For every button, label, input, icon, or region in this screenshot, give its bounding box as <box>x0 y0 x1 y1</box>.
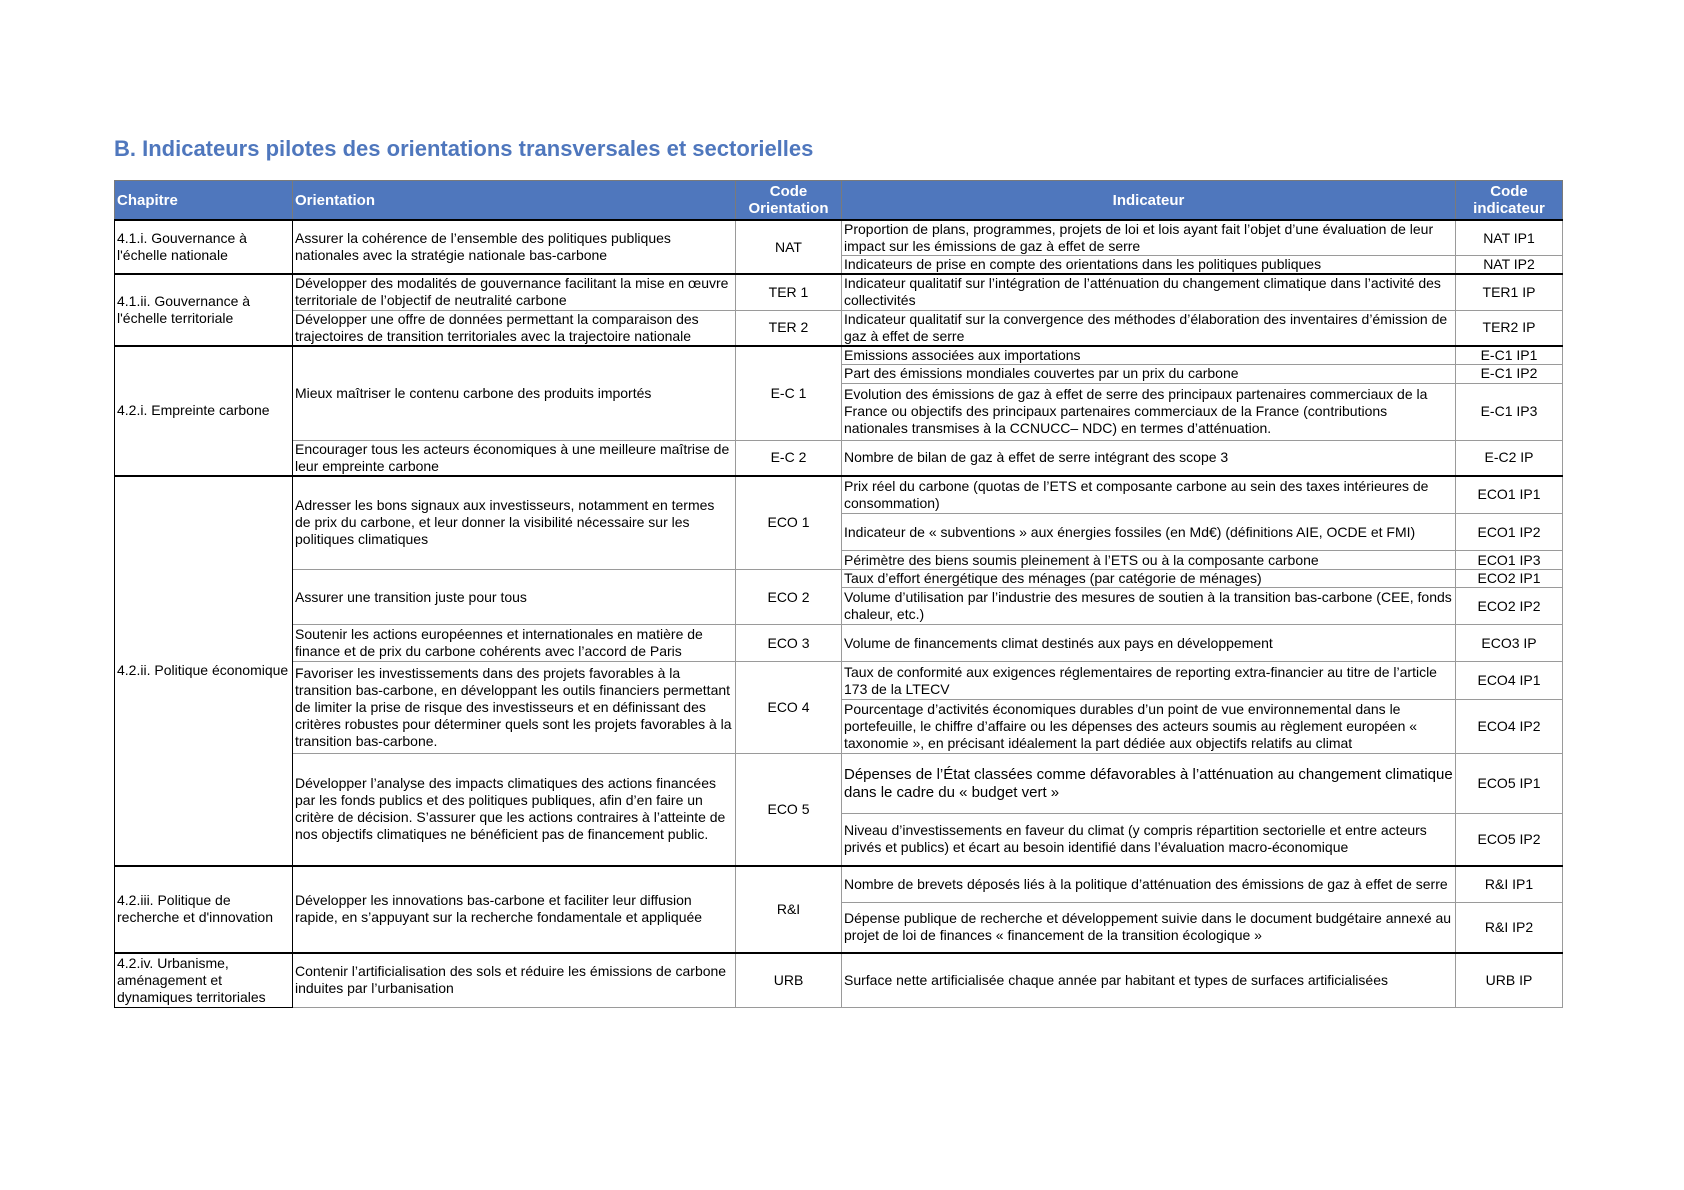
indicator-code-cell: R&I IP1 <box>1456 866 1563 903</box>
indicator-cell: Dépenses de l’État classées comme défavorables à l’atténuation au changement climatique dans le cadre du « budget vert » <box>842 754 1456 814</box>
indicator-code-cell: TER1 IP <box>1456 274 1563 310</box>
table-row <box>115 274 1563 310</box>
orientation-code-cell: E-C 1 <box>736 346 842 441</box>
orientation-code-cell: TER 1 <box>736 274 842 310</box>
table-row <box>115 310 1563 346</box>
header-code-orientation: Code Orientation <box>736 181 842 221</box>
chapter-cell: 4.1.i. Gouvernance à l'échelle nationale <box>115 220 293 274</box>
orientation-code-cell: ECO 2 <box>736 570 842 625</box>
table-row <box>115 953 1563 1008</box>
indicator-cell: Indicateur de « subventions » aux énergies fossiles (en Md€) (définitions AIE, OCDE et FMI) <box>842 514 1456 551</box>
orientation-code-cell: E-C 2 <box>736 440 842 476</box>
indicator-cell: Niveau d’investissements en faveur du climat (y compris répartition sectorielle et entre acteurs privés et publics) et écart au besoin identifié dans l’évaluation macro-économique <box>842 814 1456 866</box>
indicator-code-cell: TER2 IP <box>1456 310 1563 346</box>
orientation-cell: Développer des modalités de gouvernance facilitant la mise en œuvre territoriale de l’objectif de neutralité carbone <box>293 274 736 310</box>
header-code-indicateur: Code indicateur <box>1456 181 1563 221</box>
orientation-code-cell: ECO 4 <box>736 662 842 754</box>
page-title: B. Indicateurs pilotes des orientations transversales et sectorielles <box>114 136 814 161</box>
table-row <box>115 440 1563 476</box>
table-row <box>115 570 1563 588</box>
orientation-code-cell: ECO 3 <box>736 625 842 662</box>
indicator-code-cell: ECO3 IP <box>1456 625 1563 662</box>
indicator-cell: Emissions associées aux importations <box>842 346 1456 365</box>
orientation-code-cell: ECO 1 <box>736 476 842 570</box>
orientation-cell: Développer les innovations bas-carbone et faciliter leur diffusion rapide, en s’appuyant sur la recherche fondamentale et appliquée <box>293 866 736 953</box>
orientation-cell: Mieux maîtriser le contenu carbone des produits importés <box>293 346 736 441</box>
orientation-code-cell: URB <box>736 953 842 1008</box>
indicator-code-cell: R&I IP2 <box>1456 903 1563 953</box>
indicator-cell: Taux d’effort énergétique des ménages (par catégorie de ménages) <box>842 570 1456 588</box>
table-row <box>115 625 1563 662</box>
indicator-cell: Dépense publique de recherche et développement suivie dans le document budgétaire annexé au projet de loi de finances « financement de la transition écologique » <box>842 903 1456 953</box>
orientation-cell: Développer une offre de données permettant la comparaison des trajectoires de transition territoriales avec la trajectoire nationale <box>293 310 736 346</box>
indicator-code-cell: ECO5 IP1 <box>1456 754 1563 814</box>
orientation-cell: Encourager tous les acteurs économiques à une meilleure maîtrise de leur empreinte carbone <box>293 440 736 476</box>
indicator-code-cell: ECO4 IP2 <box>1456 700 1563 754</box>
orientation-cell: Assurer la cohérence de l’ensemble des politiques publiques nationales avec la stratégie nationale bas-carbone <box>293 220 736 274</box>
chapter-cell: 4.1.ii. Gouvernance à l'échelle territoriale <box>115 274 293 346</box>
chapter-cell: 4.2.ii. Politique économique <box>115 476 293 866</box>
orientation-cell: Favoriser les investissements dans des projets favorables à la transition bas-carbone, en développant les outils financiers permettant de limiter la prise de risque des investisseurs et en définissant des critères robustes pour déterminer quels sont les projets favorables à la transition bas-carbone. <box>293 662 736 754</box>
indicator-code-cell: ECO1 IP2 <box>1456 514 1563 551</box>
chapter-cell: 4.2.iv. Urbanisme, aménagement et dynamiques territoriales <box>115 953 293 1008</box>
indicator-cell: Prix réel du carbone (quotas de l’ETS et composante carbone au sein des taxes intérieures de consommation) <box>842 476 1456 514</box>
orientation-code-cell: NAT <box>736 220 842 274</box>
indicator-cell: Volume d’utilisation par l’industrie des mesures de soutien à la transition bas-carbone (CEE, fonds chaleur, etc.) <box>842 588 1456 625</box>
orientation-code-cell: TER 2 <box>736 310 842 346</box>
orientation-cell: Contenir l’artificialisation des sols et réduire les émissions de carbone induites par l’urbanisation <box>293 953 736 1008</box>
indicator-code-cell: NAT IP1 <box>1456 220 1563 256</box>
orientation-code-cell: R&I <box>736 866 842 953</box>
table-row <box>115 866 1563 903</box>
indicator-cell: Indicateur qualitatif sur l’intégration de l’atténuation du changement climatique dans l’activité des collectivités <box>842 274 1456 310</box>
table-row <box>115 754 1563 814</box>
indicator-cell: Evolution des émissions de gaz à effet de serre des principaux partenaires commerciaux de la France ou objectifs des principaux partenaires commerciaux de la France (contributions nationales transmises à la CCNUCC– NDC) en termes d’atténuation. <box>842 383 1456 440</box>
indicator-cell: Proportion de plans, programmes, projets de loi et lois ayant fait l’objet d’une évaluation de leur impact sur les émissions de gaz à effet de serre <box>842 220 1456 256</box>
indicator-cell: Taux de conformité aux exigences réglementaires de reporting extra-financier au titre de l’article 173 de la LTECV <box>842 662 1456 700</box>
indicator-code-cell: ECO2 IP2 <box>1456 588 1563 625</box>
indicator-cell: Part des émissions mondiales couvertes par un prix du carbone <box>842 364 1456 383</box>
chapter-cell: 4.2.iii. Politique de recherche et d'innovation <box>115 866 293 953</box>
table-row <box>115 662 1563 700</box>
table-header-row <box>115 181 1563 221</box>
indicator-cell: Nombre de bilan de gaz à effet de serre intégrant des scope 3 <box>842 440 1456 476</box>
indicator-cell: Indicateurs de prise en compte des orientations dans les politiques publiques <box>842 256 1456 275</box>
indicator-cell: Nombre de brevets déposés liés à la politique d’atténuation des émissions de gaz à effet de serre <box>842 866 1456 903</box>
indicator-code-cell: ECO1 IP1 <box>1456 476 1563 514</box>
indicator-code-cell: ECO1 IP3 <box>1456 551 1563 570</box>
chapter-cell: 4.2.i. Empreinte carbone <box>115 346 293 476</box>
indicator-code-cell: ECO2 IP1 <box>1456 570 1563 588</box>
indicator-code-cell: URB IP <box>1456 953 1563 1008</box>
indicator-code-cell: E-C1 IP1 <box>1456 346 1563 365</box>
table-row <box>115 220 1563 256</box>
indicator-code-cell: ECO5 IP2 <box>1456 814 1563 866</box>
indicator-code-cell: E-C2 IP <box>1456 440 1563 476</box>
indicator-code-cell: NAT IP2 <box>1456 256 1563 275</box>
orientation-cell: Développer l’analyse des impacts climatiques des actions financées par les fonds publics et des politiques publiques, afin d’en faire un critère de décision. S’assurer que les actions contraires à l’atteinte de nos objectifs climatiques ne bénéficient pas de financement public. <box>293 754 736 866</box>
header-chapitre: Chapitre <box>115 181 293 221</box>
indicator-cell: Surface nette artificialisée chaque année par habitant et types de surfaces artificialisées <box>842 953 1456 1008</box>
table-row <box>115 346 1563 365</box>
indicator-cell: Volume de financements climat destinés aux pays en développement <box>842 625 1456 662</box>
indicator-cell: Pourcentage d’activités économiques durables d’un point de vue environnemental dans le portefeuille, le chiffre d’affaire ou les dépenses des acteurs soumis au règlement européen « taxonomie », en précisant idéalement la part dédiée aux objectifs relatifs au climat <box>842 700 1456 754</box>
orientation-cell: Adresser les bons signaux aux investisseurs, notamment en termes de prix du carbone, et leur donner la visibilité nécessaire sur les politiques climatiques <box>293 476 736 570</box>
indicators-table <box>114 180 1563 1008</box>
orientation-cell: Soutenir les actions européennes et internationales en matière de finance et de prix du carbone cohérents avec l’accord de Paris <box>293 625 736 662</box>
header-indicateur: Indicateur <box>842 181 1456 221</box>
indicator-code-cell: E-C1 IP2 <box>1456 364 1563 383</box>
indicator-cell: Indicateur qualitatif sur la convergence des méthodes d’élaboration des inventaires d’émission de gaz à effet de serre <box>842 310 1456 346</box>
orientation-code-cell: ECO 5 <box>736 754 842 866</box>
indicator-code-cell: ECO4 IP1 <box>1456 662 1563 700</box>
table-row <box>115 476 1563 514</box>
indicator-cell: Périmètre des biens soumis pleinement à l’ETS ou à la composante carbone <box>842 551 1456 570</box>
header-orientation: Orientation <box>293 181 736 221</box>
orientation-cell: Assurer une transition juste pour tous <box>293 570 736 625</box>
indicator-code-cell: E-C1 IP3 <box>1456 383 1563 440</box>
